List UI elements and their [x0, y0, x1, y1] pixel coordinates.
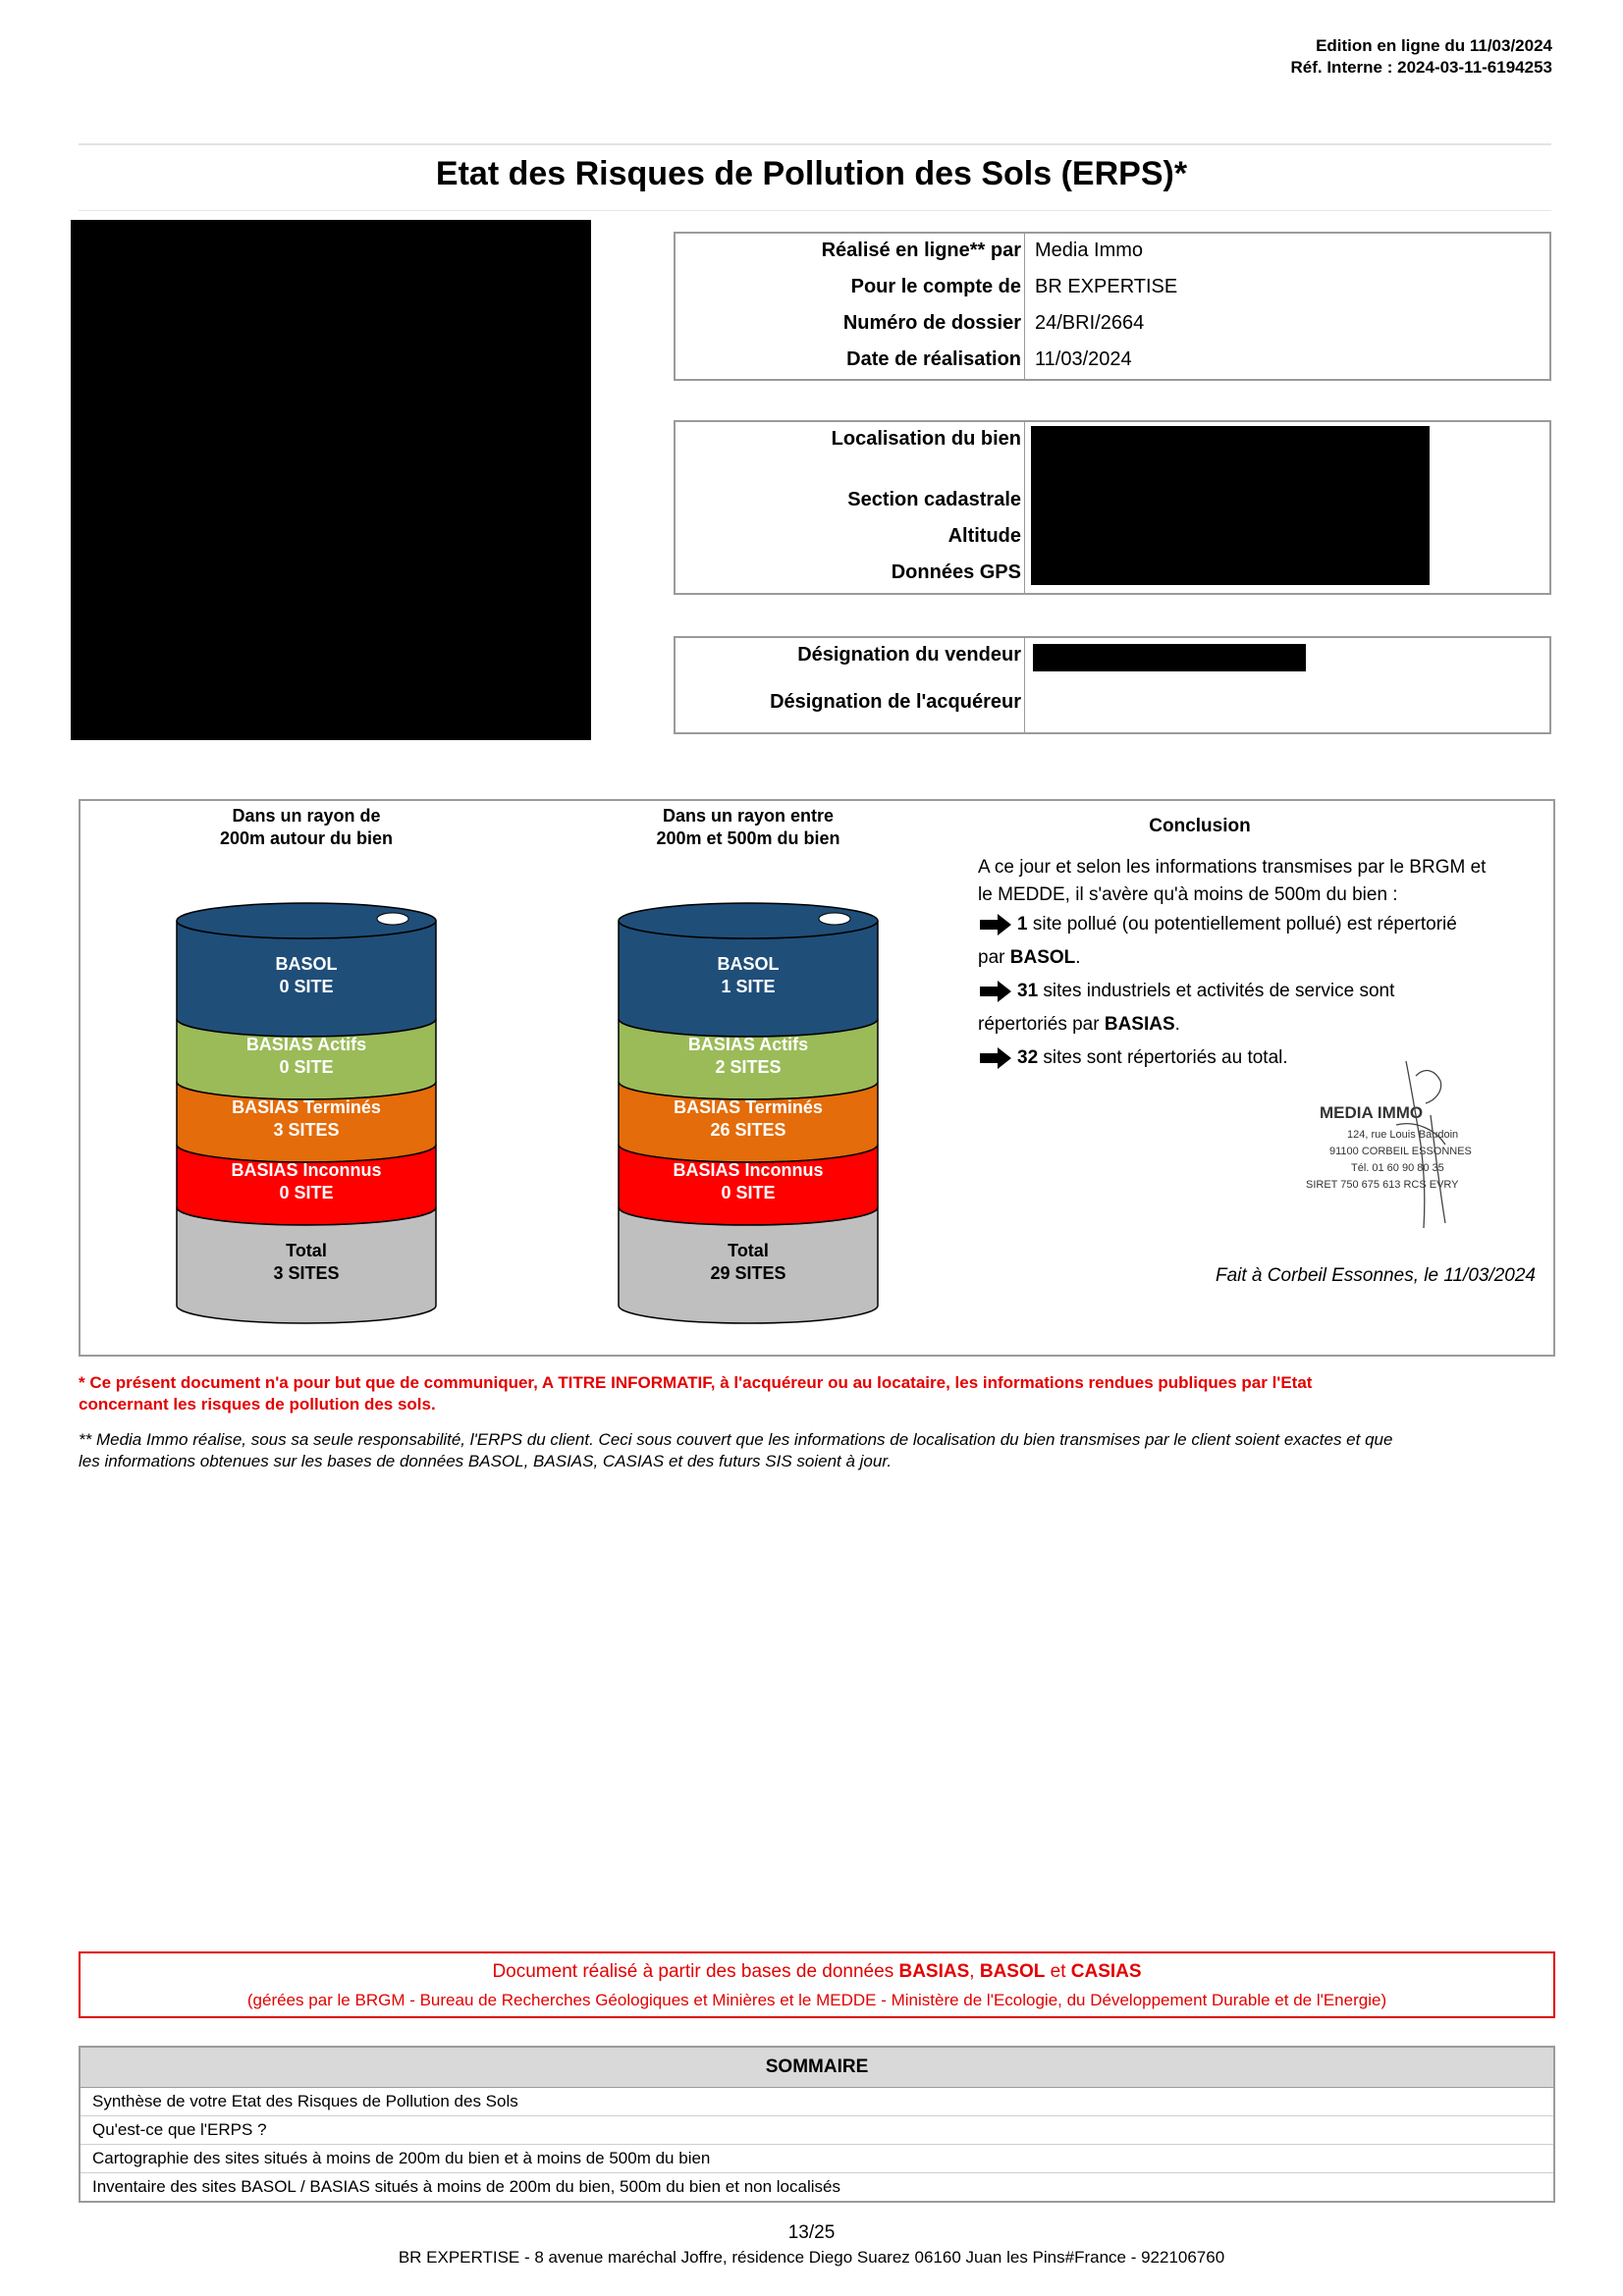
info-value-compte: BR EXPERTISE — [1035, 276, 1178, 297]
conclusion-point-basol — [978, 911, 1547, 938]
db-sep1: , — [969, 1961, 980, 1982]
conclusion-point-basias — [978, 978, 1547, 1005]
conclusion-point-basol-cont — [978, 944, 1547, 972]
column-divider — [1024, 638, 1025, 732]
cadastral-section-label: Section cadastrale — [847, 489, 1021, 510]
page-number: 13/25 — [787, 2222, 836, 2243]
databases-line1 — [81, 1961, 1553, 1983]
toc-title: SOMMAIRE — [81, 2048, 1553, 2088]
toc-item: Inventaire des sites BASOL / BASIAS situés à moins de 200m du bien, 500m du bien et non localisés — [92, 2177, 840, 2196]
databases-intro: Document réalisé à partir des bases de données — [492, 1961, 899, 1982]
total-text: sites sont répertoriés au total. — [1038, 1047, 1288, 1068]
signature-icon — [1298, 1056, 1494, 1253]
realisation-info-box — [674, 232, 1551, 381]
altitude-label: Altitude — [947, 525, 1021, 547]
stamp-tel: Tél. 01 60 90 80 35 — [1351, 1162, 1444, 1174]
footer-address: BR EXPERTISE - 8 avenue maréchal Joffre, résidence Diego Suarez 06160 Juan les Pins#France - 922106760 — [398, 2248, 1225, 2267]
disclaimer-responsibility-line1: ** Media Immo réalise, sous sa seule responsabilité, l'ERPS du client. Ceci sous couvert que les informations de localisation du bien transmises par le client soient exactes et que — [79, 1430, 1393, 1449]
property-photo-redacted — [71, 220, 591, 740]
toc-item: Synthèse de votre Etat des Risques de Pollution des Sols — [81, 2088, 1553, 2116]
basias-bold: BASIAS — [1104, 1014, 1175, 1035]
barrel-layer-count: 2 SITES — [715, 1057, 782, 1077]
basol-text: site pollué (ou potentiellement pollué) est répertorié — [1027, 914, 1457, 934]
basias-text: sites industriels et activités de service sont — [1038, 981, 1395, 1001]
barrel-layer-count: 1 SITE — [721, 977, 776, 996]
disclaimer-legal-line2: concernant les risques de pollution des sols. — [79, 1395, 436, 1414]
barrel-layer-name: BASIAS Actifs — [687, 1035, 809, 1054]
barrel-layer-name: Total — [286, 1241, 327, 1260]
barrel-layer-count: 3 SITES — [273, 1263, 340, 1283]
disclaimer-responsibility-line2: les informations obtenues sur les bases de données BASOL, BASIAS, CASIAS et des futurs SIS soient à jour. — [79, 1452, 893, 1470]
barrel-2-heading-line1: Dans un rayon entre — [662, 806, 835, 826]
title-divider — [79, 210, 1551, 211]
barrel-layer-count: 26 SITES — [710, 1120, 786, 1140]
disclaimer-legal-line1: * Ce présent document n'a pour but que de communiquer, A TITRE INFORMATIF, à l'acquéreur ou au locataire, les informations rendues publiques par l'Etat — [79, 1373, 1313, 1392]
table-of-contents — [79, 2046, 1555, 2203]
basol-cont: par — [978, 947, 1010, 968]
info-value-dossier: 24/BRI/2664 — [1035, 312, 1145, 334]
conclusion-title: Conclusion — [1149, 816, 1251, 836]
barrel-layer-count: 3 SITES — [273, 1120, 340, 1140]
edition-date: Edition en ligne du 11/03/2024 — [1316, 36, 1552, 55]
barrel-layer-count: 29 SITES — [710, 1263, 786, 1283]
conclusion-intro-line2: le MEDDE, il s'avère qu'à moins de 500m du bien : — [978, 884, 1398, 905]
basol-end: . — [1075, 947, 1081, 968]
db-basias: BASIAS — [898, 1961, 970, 1982]
barrel-layer-name: BASOL — [275, 954, 338, 974]
conclusion-text — [978, 854, 1547, 1072]
toc-item: Qu'est-ce que l'ERPS ? — [81, 2116, 1553, 2145]
stamp-addr2: 91100 CORBEIL ESSONNES — [1329, 1146, 1472, 1157]
info-value-realise: Media Immo — [1035, 240, 1144, 261]
location-label: Localisation du bien — [831, 428, 1021, 450]
info-label-realise: Réalisé en ligne** par — [821, 240, 1021, 261]
barrel-layer-name: BASIAS Inconnus — [231, 1160, 382, 1180]
toc-item: Cartographie des sites situés à moins de 200m du bien et à moins de 500m du bien — [81, 2145, 1553, 2173]
barrel-layer-name: BASOL — [717, 954, 780, 974]
location-redacted — [1031, 426, 1430, 585]
barrel-bung-icon — [377, 913, 408, 925]
barrel-charts — [81, 801, 1023, 1355]
stamp-name: MEDIA IMMO — [1320, 1103, 1424, 1122]
basol-bold: BASOL — [1009, 947, 1076, 968]
seller-redacted — [1033, 644, 1306, 671]
page-title: Etat des Risques de Pollution des Sols (ERPS)* — [435, 155, 1188, 192]
barrel-2-heading-line2: 200m et 500m du bien — [656, 828, 840, 848]
place-date: Fait à Corbeil Essonnes, le 11/03/2024 — [1215, 1265, 1536, 1286]
gps-label: Données GPS — [891, 561, 1021, 583]
conclusion-point-basias-cont — [978, 1011, 1547, 1039]
column-divider — [1024, 234, 1025, 379]
info-label-date: Date de réalisation — [846, 348, 1021, 370]
info-label-compte: Pour le compte de — [850, 276, 1021, 297]
arrow-right-icon — [978, 1046, 1013, 1070]
internal-ref: Réf. Interne : 2024-03-11-6194253 — [1290, 58, 1552, 77]
location-info-box — [674, 420, 1551, 595]
barrel-1-heading-line2: 200m autour du bien — [219, 828, 394, 848]
barrel-layer-count: 0 SITE — [279, 1057, 334, 1077]
header-meta — [1291, 35, 1553, 79]
column-divider — [1024, 422, 1025, 593]
buyer-label: Désignation de l'acquéreur — [770, 691, 1021, 713]
basias-cont: répertoriés par — [978, 1014, 1105, 1035]
risk-summary-box — [79, 799, 1555, 1357]
parties-info-box — [674, 636, 1551, 734]
barrel-1-heading-line1: Dans un rayon de — [232, 806, 381, 826]
db-casias: CASIAS — [1070, 1961, 1142, 1982]
basias-end: . — [1174, 1014, 1180, 1035]
stamp-addr1: 124, rue Louis Baudoin — [1347, 1129, 1459, 1141]
basol-count: 1 — [1017, 914, 1028, 934]
conclusion-intro-line1: A ce jour et selon les informations transmises par le BRGM et — [978, 857, 1487, 878]
barrel-layer-count: 0 SITE — [721, 1183, 776, 1202]
databases-line2: (gérées par le BRGM - Bureau de Recherches Géologiques et Minières et le MEDDE - Ministère de l'Ecologie, du Développement Durable et de l'Energie) — [246, 1991, 1387, 2009]
arrow-right-icon — [978, 980, 1013, 1003]
info-label-dossier: Numéro de dossier — [842, 312, 1021, 334]
barrel-layer-name: BASIAS Inconnus — [673, 1160, 824, 1180]
info-value-date: 11/03/2024 — [1035, 348, 1132, 370]
barrel-1 — [177, 903, 436, 1323]
basias-count: 31 — [1017, 981, 1039, 1001]
barrel-layer-name: BASIAS Terminés — [674, 1097, 823, 1117]
barrel-layer-count: 0 SITE — [279, 977, 334, 996]
total-count: 32 — [1017, 1047, 1039, 1068]
disclaimer-responsibility — [79, 1429, 1551, 1472]
databases-box — [79, 1951, 1555, 2018]
disclaimer-legal — [79, 1372, 1542, 1415]
db-basol: BASOL — [979, 1961, 1046, 1982]
barrel-layer-name: BASIAS Terminés — [232, 1097, 381, 1117]
arrow-right-icon — [978, 913, 1013, 936]
seller-label: Désignation du vendeur — [797, 644, 1021, 666]
db-sep2: et — [1045, 1961, 1071, 1982]
company-stamp — [1298, 1095, 1494, 1243]
stamp-siret: SIRET 750 675 613 RCS EVRY — [1306, 1179, 1459, 1191]
barrel-layer-name: Total — [728, 1241, 769, 1260]
barrel-2 — [619, 903, 878, 1323]
barrel-layer-name: BASIAS Actifs — [245, 1035, 367, 1054]
barrel-layer-count: 0 SITE — [279, 1183, 334, 1202]
header-divider — [79, 143, 1551, 145]
barrel-bung-icon — [819, 913, 850, 925]
